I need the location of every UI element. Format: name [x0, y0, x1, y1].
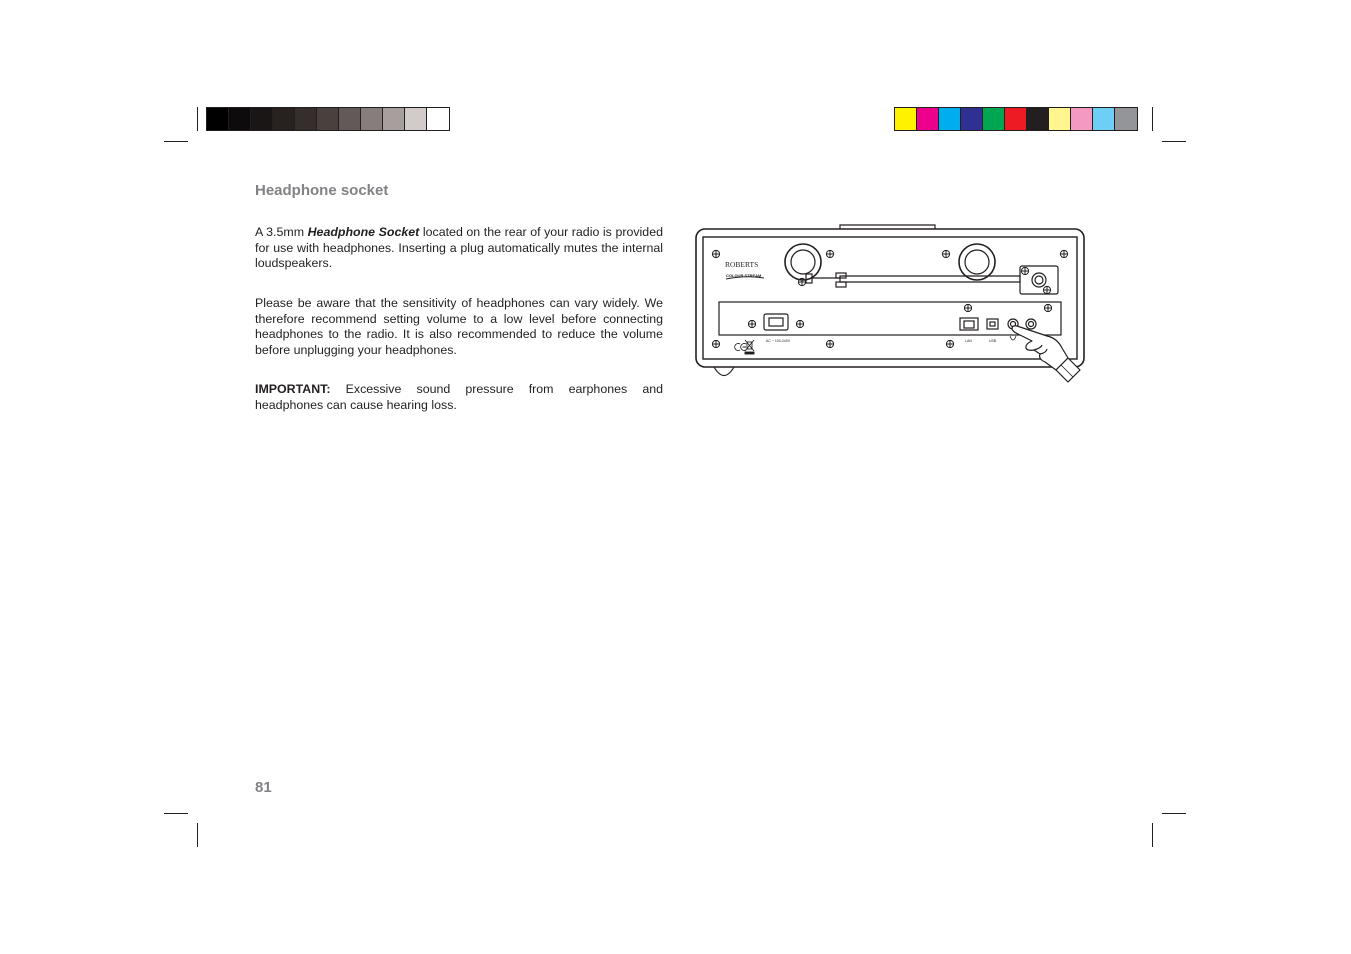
paragraph-important [255, 382, 663, 413]
crop-mark [197, 107, 198, 131]
color-swatch [961, 108, 983, 130]
usb-label: USB [989, 339, 997, 343]
paragraph-sensitivity: Please be aware that the sensitivity of headphones can vary widely. We therefore recommend setting volume to a low level before connecting headphones to the radio. It is also recommended to reduce the volume before unplugging your headphones. [255, 296, 663, 357]
paragraph-lead: A 3.5mm [255, 225, 308, 239]
important-label: IMPORTANT: [255, 382, 331, 396]
color-swatch [339, 108, 361, 130]
color-calibration-strip [894, 107, 1138, 131]
recycle-bin-icon [745, 340, 754, 354]
pointing-hand-icon [1012, 326, 1080, 382]
color-swatch [273, 108, 295, 130]
color-swatch [1027, 108, 1049, 130]
crop-mark [1152, 823, 1153, 847]
color-swatch [295, 108, 317, 130]
important-text: Excessive sound pressure from earphones and headphones can cause hearing loss. [255, 382, 663, 412]
color-swatch [383, 108, 405, 130]
color-swatch [1005, 108, 1027, 130]
crop-mark [1162, 813, 1186, 814]
color-swatch [361, 108, 383, 130]
color-swatch [939, 108, 961, 130]
ce-mark-icon [735, 344, 746, 351]
crop-mark [164, 141, 188, 142]
color-swatch [895, 108, 917, 130]
color-swatch [917, 108, 939, 130]
color-swatch [251, 108, 273, 130]
color-swatch [427, 108, 449, 130]
color-swatch [1049, 108, 1071, 130]
paragraph-rest: located on the rear of your radio is provided for use with headphones. Inserting a plug automatically mutes the internal loudspeakers. [255, 225, 663, 271]
color-swatch [1071, 108, 1093, 130]
color-swatch [207, 108, 229, 130]
color-swatch [983, 108, 1005, 130]
crop-mark [1162, 141, 1186, 142]
paragraph-emphasis: Headphone Socket [307, 225, 420, 239]
section-heading: Headphone socket [255, 182, 389, 199]
page-number: 81 [255, 779, 272, 796]
crop-mark [197, 823, 198, 847]
power-label: AC ~ 100-240V [766, 339, 791, 343]
color-swatch [1115, 108, 1137, 130]
grey-calibration-strip [206, 107, 450, 131]
brand-logo-text: ROBERTS [725, 260, 759, 269]
crop-mark [1152, 107, 1153, 131]
color-swatch [405, 108, 427, 130]
crop-mark [164, 813, 188, 814]
paragraph-headphone-socket [255, 225, 663, 272]
color-swatch [229, 108, 251, 130]
color-swatch [1093, 108, 1115, 130]
color-swatch [317, 108, 339, 130]
radio-rear-illustration [690, 220, 1090, 390]
lan-label: LAN [965, 339, 972, 343]
sub-brand-logo-text: COLOUR STREAM [726, 273, 762, 278]
